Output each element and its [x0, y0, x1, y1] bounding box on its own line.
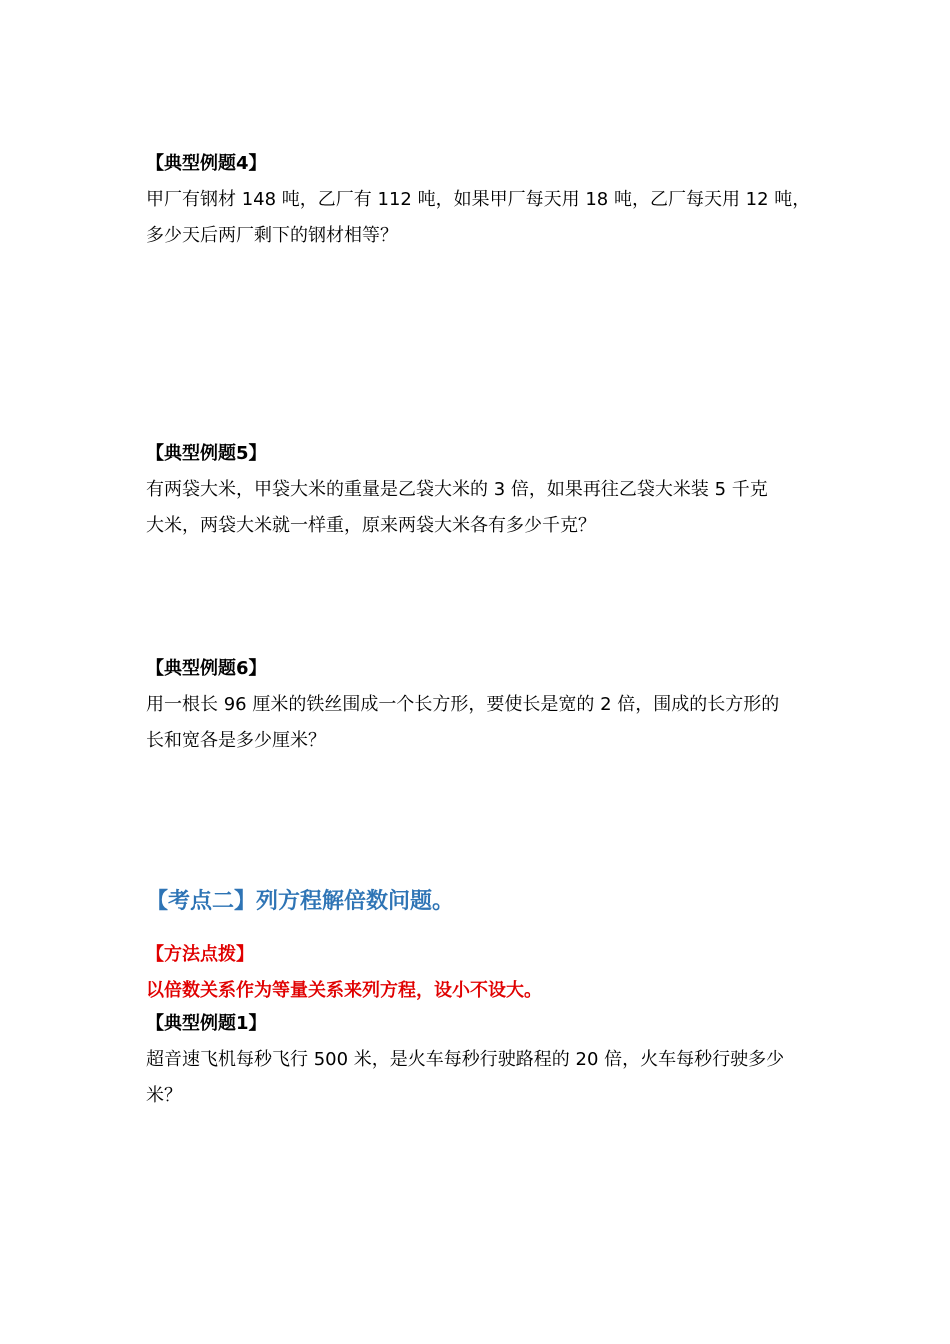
example-6-line-2: 长和宽各是多少厘米？: [146, 730, 326, 751]
example-6: [146, 657, 816, 759]
example-5-line-1: 有两袋大米，甲袋大米的重量是乙袋大米的 3 倍，如果再往乙袋大米装 5 千克: [146, 479, 768, 500]
example-4: [146, 152, 816, 254]
example-6-line-1: 用一根长 96 厘米的铁丝围成一个长方形，要使长是宽的 2 倍，围成的长方形的: [146, 694, 780, 715]
example-5-heading: 【典型例题5】: [146, 443, 267, 464]
section-example-1: [146, 1012, 816, 1114]
method-text: 以倍数关系作为等量关系来列方程，设小不设大。: [146, 980, 542, 1001]
example-5: [146, 442, 816, 544]
section-example-1-line-2: 米？: [146, 1085, 182, 1106]
example-4-line-2: 多少天后两厂剩下的钢材相等？: [146, 225, 398, 246]
example-4-line-1: 甲厂有钢材 148 吨，乙厂有 112 吨，如果甲厂每天用 18 吨，乙厂每天用 12 吨，: [146, 189, 811, 210]
section-title: 【考点二】列方程解倍数问题。: [146, 889, 455, 914]
example-6-heading: 【典型例题6】: [146, 658, 267, 679]
section-example-1-line-1: 超音速飞机每秒飞行 500 米，是火车每秒行驶路程的 20 倍，火车每秒行驶多少: [146, 1049, 785, 1070]
example-4-heading: 【典型例题4】: [146, 153, 267, 174]
example-5-line-2: 大米，两袋大米就一样重，原来两袋大米各有多少千克？: [146, 515, 596, 536]
section-example-1-heading: 【典型例题1】: [146, 1013, 267, 1034]
method-label: 【方法点拨】: [146, 944, 254, 965]
